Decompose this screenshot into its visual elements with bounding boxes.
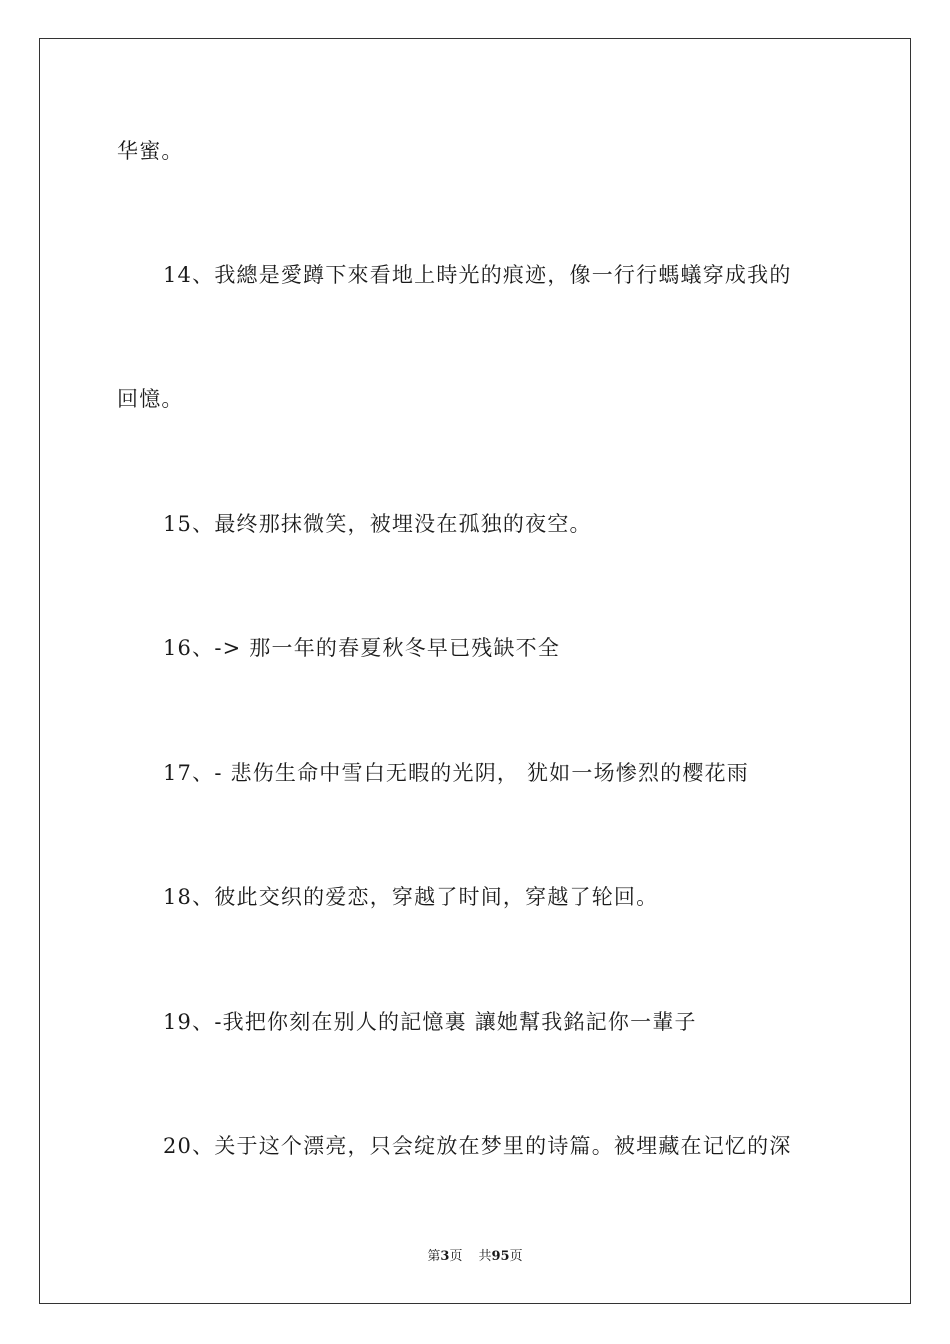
- page-border: [39, 38, 911, 1304]
- text-line-item-18: 18、彼此交织的爱恋，穿越了时间，穿越了轮回。: [163, 885, 659, 909]
- footer-page-suffix: 页: [449, 1249, 463, 1264]
- text-line-item-19: 19、-我把你刻在别人的記憶裏 讓她幫我銘記你一輩子: [163, 1010, 697, 1034]
- footer-total-number: 95: [491, 1249, 510, 1264]
- text-line-item-14: 14、我總是愛蹲下來看地上時光的痕迹，像一行行螞蟻穿成我的: [163, 263, 792, 287]
- text-line-item-15: 15、最终那抹微笑，被埋没在孤独的夜空。: [163, 512, 592, 536]
- text-line-continuation: 华蜜。: [117, 139, 184, 163]
- page-footer: [0, 1248, 950, 1266]
- text-line-item-20: 20、关于这个漂亮，只会绽放在梦里的诗篇。被埋藏在记忆的深: [163, 1134, 792, 1158]
- footer-total-prefix: 共: [478, 1249, 492, 1264]
- text-line-item-16: 16、-> 那一年的春夏秋冬早已残缺不全: [163, 636, 561, 660]
- footer-total-suffix: 页: [509, 1249, 523, 1264]
- text-line-item-14-continuation: 回憶。: [117, 387, 184, 411]
- text-line-item-17: 17、- 悲伤生命中雪白无暇的光阴， 犹如一场惨烈的樱花雨: [163, 761, 749, 785]
- footer-page-number: 3: [440, 1249, 450, 1264]
- footer-page-prefix: 第: [427, 1249, 441, 1264]
